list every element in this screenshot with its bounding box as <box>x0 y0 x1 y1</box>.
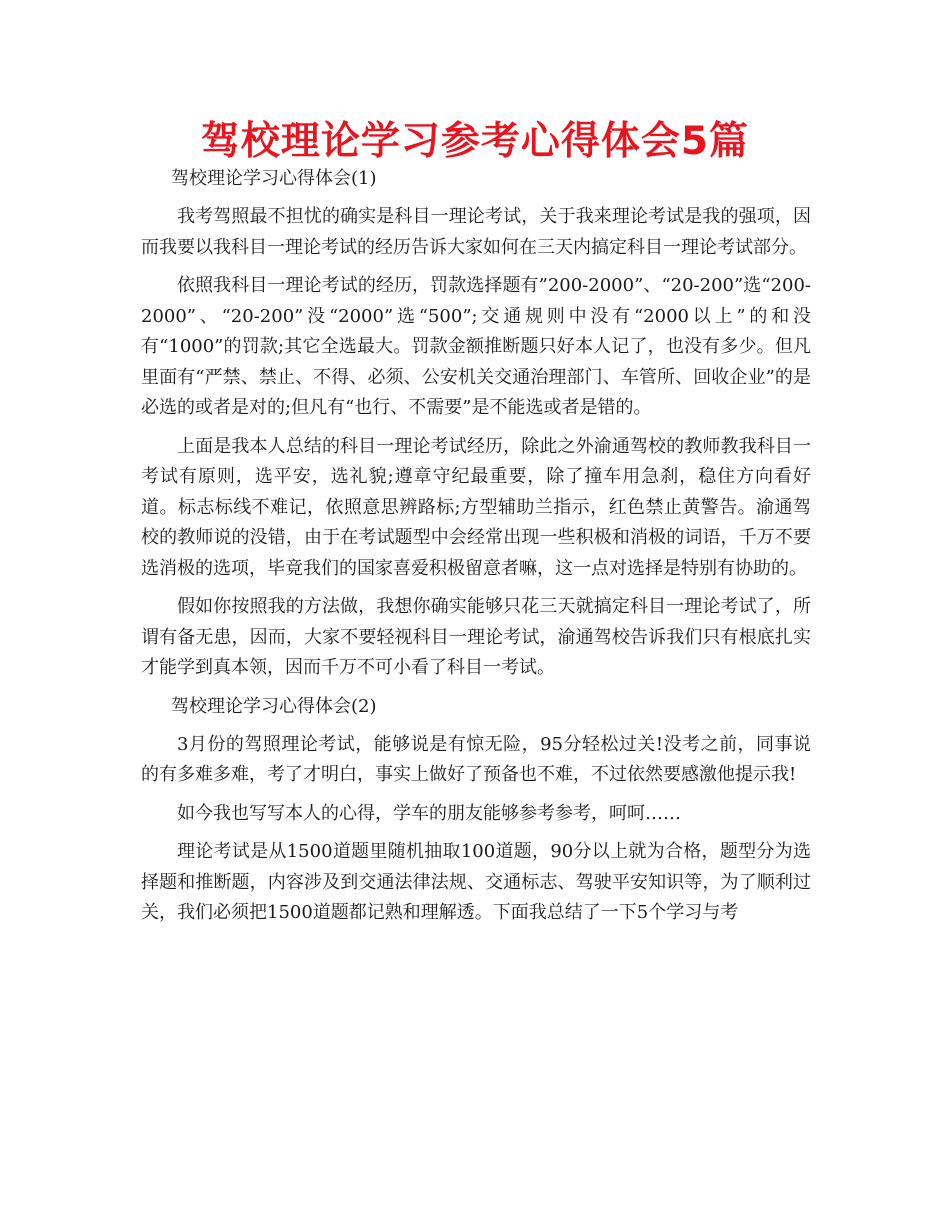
document-title: 驾校理论学习参考心得体会5篇 <box>200 119 750 164</box>
paragraph: 假如你按照我的方法做，我想你确实能够只花三天就搞定科目一理论考试了，所谓有备无患，因而，大家不要轻视科目一理论考试，渝通驾校告诉我们只有根底扎实才能学到真本领，因而千万不可小看了科目一考试。 <box>141 596 811 678</box>
document-body <box>141 164 811 937</box>
paragraph: 依照我科目一理论考试的经历，罚款选择题有”200-2000”、“20-200”选“200-2000”、“20-200”没“2000”选“500”;交通规则中没有“2000以上”的和没有“1000”的罚款;其它全选最大。罚款金额推断题只好本人记了，也没有多少。但凡里面有“严禁、禁止、不得、必须、公安机关交通治理部门、车管所、回收企业”的是必选的或者是对的;但凡有“也行、不需要”是不能选或者是错的。 <box>141 275 811 418</box>
paragraph: 3月份的驾照理论考试，能够说是有惊无险，95分轻松过关!没考之前，同事说的有多难多难，考了才明白，事实上做好了预备也不难，不过依然要感激他提示我! <box>141 733 811 785</box>
section-heading-1: 驾校理论学习心得体会(1) <box>171 168 377 189</box>
paragraph: 上面是我本人总结的科目一理论考试经历，除此之外渝通驾校的教师教我科目一考试有原则，选平安，选礼貌;遵章守纪最重要，除了撞车用急刹，稳住方向看好道。标志标线不难记，依照意思辨路标;方型辅助兰指示，红色禁止黄警告。渝通驾校的教师说的没错，由于在考试题型中会经常出现一些积极和消极的词语，千万不要选消极的选项，毕竟我们的国家喜爱积极留意者嘛，这一点对选择是特别有协助的。 <box>141 435 811 579</box>
paragraph: 如今我也写写本人的心得，学车的朋友能够参考参考，呵呵…… <box>177 802 681 824</box>
paragraph: 理论考试是从1500道题里随机抽取100道题，90分以上就为合格，题型分为选择题和推断题，内容涉及到交通法律法规、交通标志、驾驶平安知识等，为了顺利过关，我们必须把1500道题都记熟和理解透。下面我总结了一下5个学习与考 <box>141 841 811 923</box>
paragraph: 我考驾照最不担忧的确实是科目一理论考试，关于我来理论考试是我的强项，因而我要以我科目一理论考试的经历告诉大家如何在三天内搞定科目一理论考试部分。 <box>141 206 811 258</box>
section-heading-2: 驾校理论学习心得体会(2) <box>171 695 377 717</box>
